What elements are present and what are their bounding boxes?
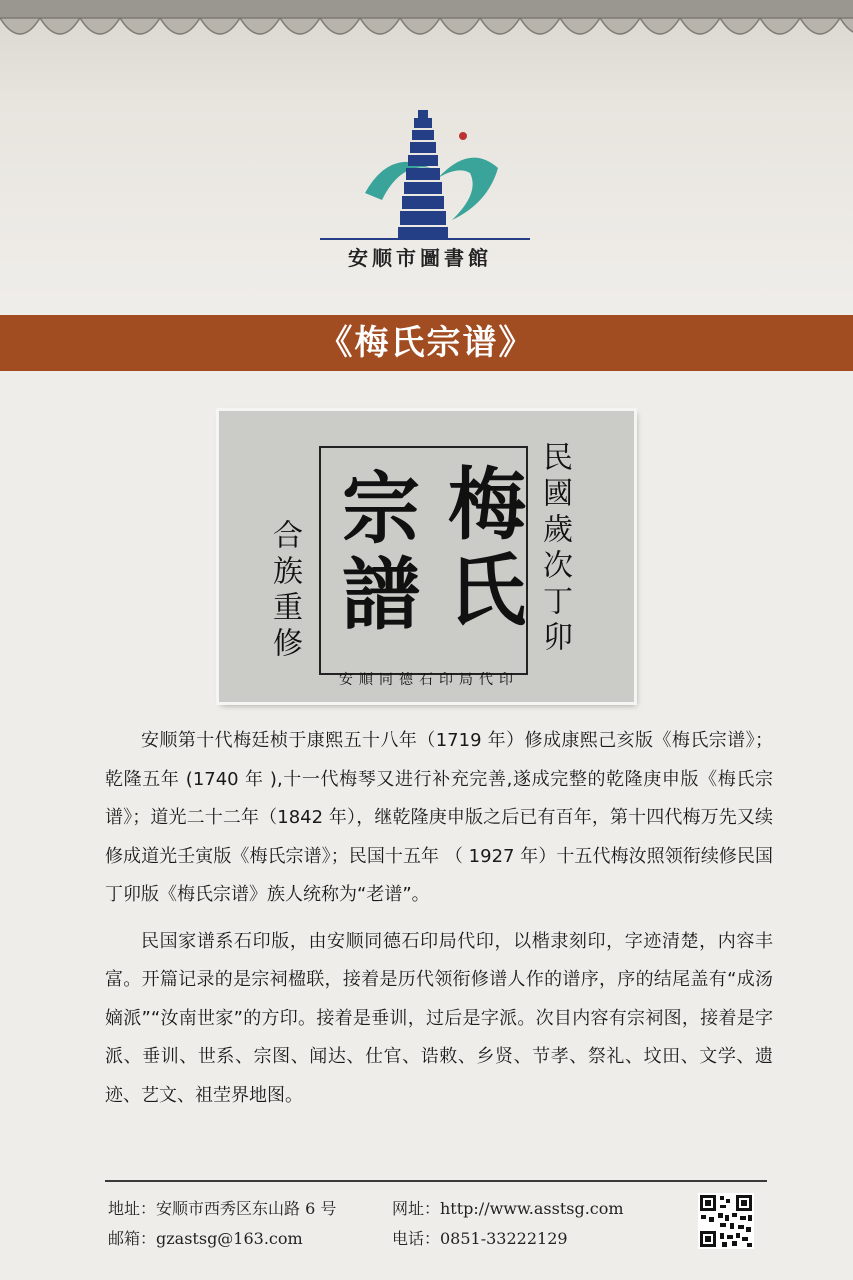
cover-title-left: 宗譜 (329, 467, 420, 639)
library-logo (320, 108, 530, 268)
paragraph: 安顺第十代梅廷桢于康熙五十八年（1719 年）修成康熙己亥版《梅氏宗谱》；乾隆五年 (1740 年 ),十一代梅琴又进行补充完善,遂成完整的乾隆庚申版《梅氏宗谱》；道光二十二年（1842 年），继乾隆庚申版之后已有百年，第十四代梅万先又续修成道光壬寅版《梅氏宗谱》；民国十五年 （ 1927 年）十五代梅汝照领衔续修民国丁卯版《梅氏宗谱》族人统称为“老谱”。 (105, 730, 773, 905)
cover-date-text: 民國歲次丁卯 (537, 441, 572, 657)
website-link[interactable]: 网址：http://www.asstsg.com (392, 1199, 624, 1218)
cover-side-text: 合族重修 (267, 519, 302, 663)
library-logo-icon (320, 108, 530, 243)
address-text: 地址：安顺市西秀区东山路 6 号 (108, 1199, 337, 1218)
article-body (105, 722, 773, 1123)
library-name: 安顺市圖書館 (348, 246, 492, 270)
footer-divider (105, 1180, 767, 1182)
cover-title-right: 梅氏 (435, 463, 526, 635)
genealogy-cover-photo (219, 411, 634, 702)
email-link[interactable]: 邮箱：gzastsg@163.com (108, 1229, 303, 1248)
qr-code-icon[interactable] (698, 1193, 754, 1249)
cover-printer-text: 安順同德石印局代印 (339, 672, 519, 688)
paragraph: 民国家谱系石印版，由安顺同德石印局代印，以楷隶刻印，字迹清楚，内容丰富。开篇记录的是宗祠楹联，接着是历代领衔修谱人作的谱序，序的结尾盖有“成汤嫡派”“汝南世家”的方印。接着是垂训，过后是字派。次目内容有宗祠图，接着是字派、垂训、世系、宗图、闻达、仕官、诰敕、乡贤、节孝、祭礼、坟田、文学、遗迹、艺文、祖茔界地图。 (105, 930, 773, 1106)
roof-tiles-decoration (0, 0, 853, 60)
phone-text: 电话：0851-33222129 (392, 1229, 568, 1248)
page-title: 《梅氏宗谱》 (318, 323, 535, 363)
